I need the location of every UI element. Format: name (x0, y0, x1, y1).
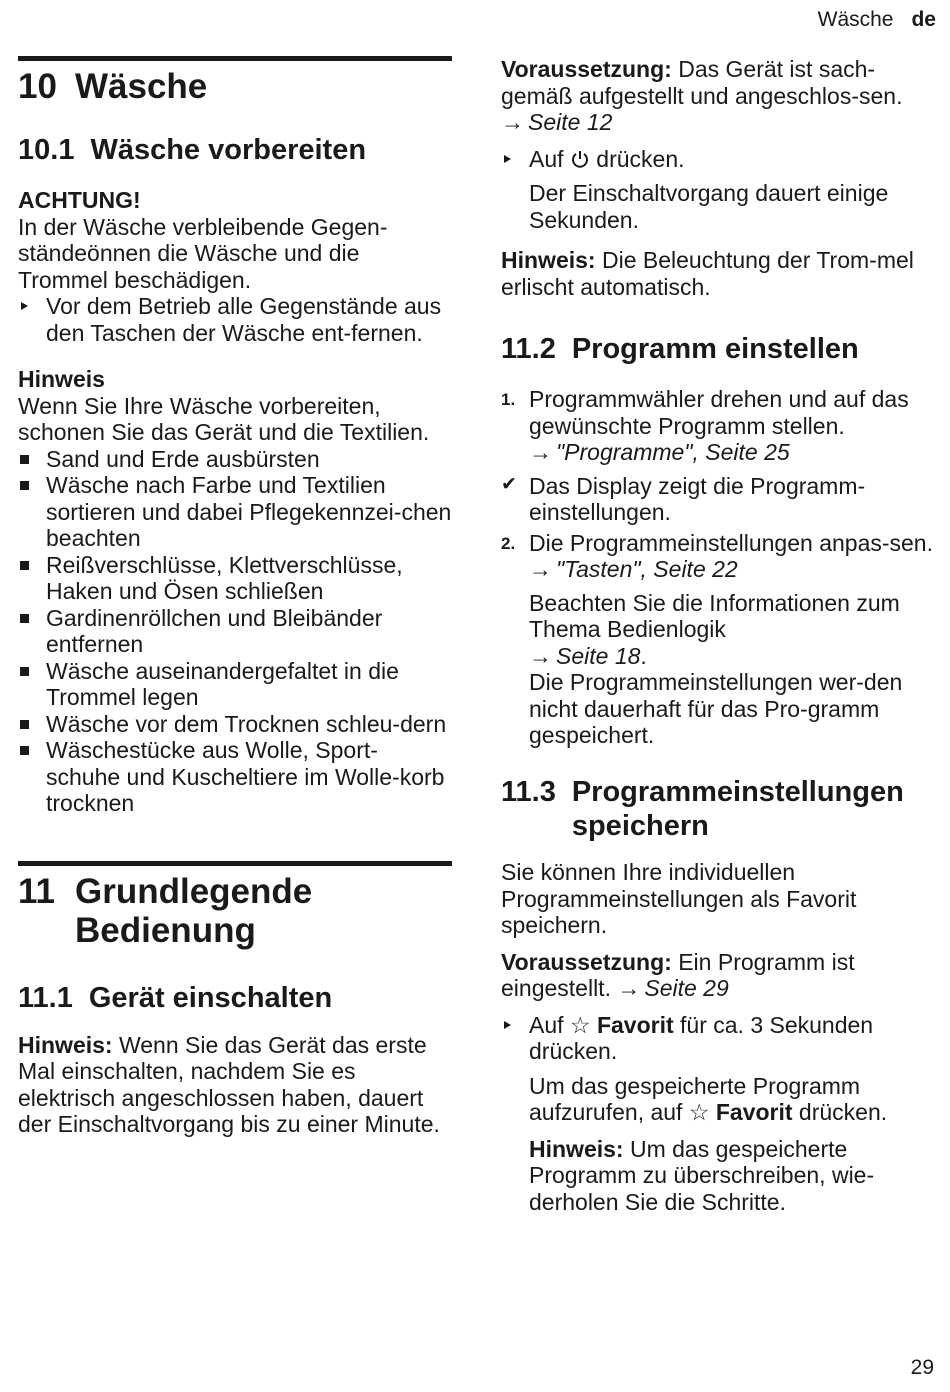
section-11-1-heading: 11.1 Gerät einschalten (18, 982, 333, 1015)
program-step-result: ✔ Das Display zeigt die Programm-einstellungen. (501, 472, 866, 526)
section-11-1-note: Hinweis: Wenn Sie das Gerät das erste Mal einschalten, nachdem Sie es elektrisch angeschlossen haben, dauert der Einschaltvorgang bis zu einer Minute. (18, 1031, 440, 1137)
arrow-right-icon: → (529, 439, 552, 466)
warning-step: Vor dem Betrieb alle Gegenstände aus den Taschen der Wäsche ent-fernen. (18, 293, 452, 346)
arrow-right-icon: → (529, 642, 552, 669)
arrow-right-icon: → (501, 109, 524, 135)
preparation-list (18, 446, 452, 817)
star-icon: ☆ (569, 1011, 591, 1038)
power-step-result: Der Einschaltvorgang dauert einige Sekunden. (529, 180, 889, 233)
favorite-note: Hinweis: Um das gespeicherte Programm zu überschreiben, wie-derholen Sie die Schritte. (529, 1135, 875, 1215)
favorite-prerequisite: Voraussetzung: Ein Programm ist eingestellt. → Seite 29 (501, 948, 855, 1002)
star-icon: ☆ (688, 1099, 710, 1126)
header-section: Wäsche (817, 8, 894, 31)
list-item: Gardinenröllchen und Bleibänder entfernen (18, 605, 452, 658)
page-header (818, 8, 936, 32)
power-icon (570, 149, 590, 169)
chapter-11 (18, 861, 452, 950)
program-step-1: 1. Programmwähler drehen und auf das gewünschte Programm stellen. → "Programme", Seite 25 (501, 386, 909, 466)
chapter-11-heading: 11 Grundlegende Bedienung (18, 871, 313, 951)
warning-text: In der Wäsche verbleibende Gegen-ständeönnen die Wäsche und die Trommel beschädigen. (18, 213, 388, 293)
arrow-right-icon: → (529, 556, 552, 583)
right-column (501, 56, 941, 1215)
program-steps-2 (501, 530, 941, 583)
list-item: Wäsche vor dem Trocknen schleu-dern (18, 711, 452, 738)
power-step: Auf drücken. (501, 146, 941, 173)
chapter-10-heading: 10 Wäsche (18, 67, 208, 106)
program-step-2-info: Beachten Sie die Informationen zum Thema Bedienlogik → Seite 18. (529, 589, 900, 669)
section-10-1-heading: 10.1 Wäsche vorbereiten (18, 134, 367, 167)
section-11-3-heading: 11.3 Programmeinstellungen speichern (501, 775, 904, 842)
power-prerequisite: Voraussetzung: Das Gerät ist sach-gemäß aufgestellt und angeschlos-sen. → Seite 12 (501, 56, 903, 135)
list-item: Wäschestücke aus Wolle, Sport-schuhe und Kuscheltiere im Wolle-korb trocknen (18, 737, 452, 817)
header-language: de (911, 8, 936, 31)
favorite-step: Auf ☆ Favorit für ca. 3 Sekunden drücken. (501, 1012, 941, 1065)
section-11-2-heading: 11.2 Programm einstellen (501, 333, 859, 365)
chapter-10 (18, 56, 452, 106)
warning-label: ACHTUNG! (18, 187, 141, 214)
note-label: Hinweis (18, 366, 105, 393)
favorite-intro: Sie können Ihre individuellen Programmeinstellungen als Favorit speichern. (501, 859, 857, 939)
program-step-2-note: Die Programmeinstellungen wer-den nicht dauerhaft für das Pro-gramm gespeichert. (529, 669, 903, 749)
program-step-2: 2. Die Programmeinstellungen anpas-sen. → "Tasten", Seite 22 (501, 529, 933, 583)
left-column (18, 56, 452, 1138)
power-steps (501, 146, 941, 173)
favorite-step-result: Um das gespeicherte Programm aufzurufen, auf ☆ Favorit drücken. (529, 1072, 888, 1126)
list-item: Sand und Erde ausbürsten (18, 446, 452, 473)
list-item: Reißverschlüsse, Klettverschlüsse, Haken und Ösen schließen (18, 552, 452, 605)
warning-steps (18, 293, 452, 346)
list-item: Wäsche nach Farbe und Textilien sortieren und dabei Pflegekennzei-chen beachten (18, 472, 452, 552)
program-steps (501, 386, 941, 466)
note-text: Wenn Sie Ihre Wäsche vorbereiten, schonen Sie das Gerät und die Textilien. (18, 392, 430, 446)
favorite-steps (501, 1012, 941, 1065)
list-item: Wäsche auseinandergefaltet in die Trommel legen (18, 658, 452, 711)
arrow-right-icon: → (617, 975, 641, 1002)
page-number: 29 (910, 1356, 934, 1379)
check-icon: ✔ (501, 473, 517, 495)
power-note: Hinweis: Die Beleuchtung der Trom-mel erlischt automatisch. (501, 247, 914, 300)
